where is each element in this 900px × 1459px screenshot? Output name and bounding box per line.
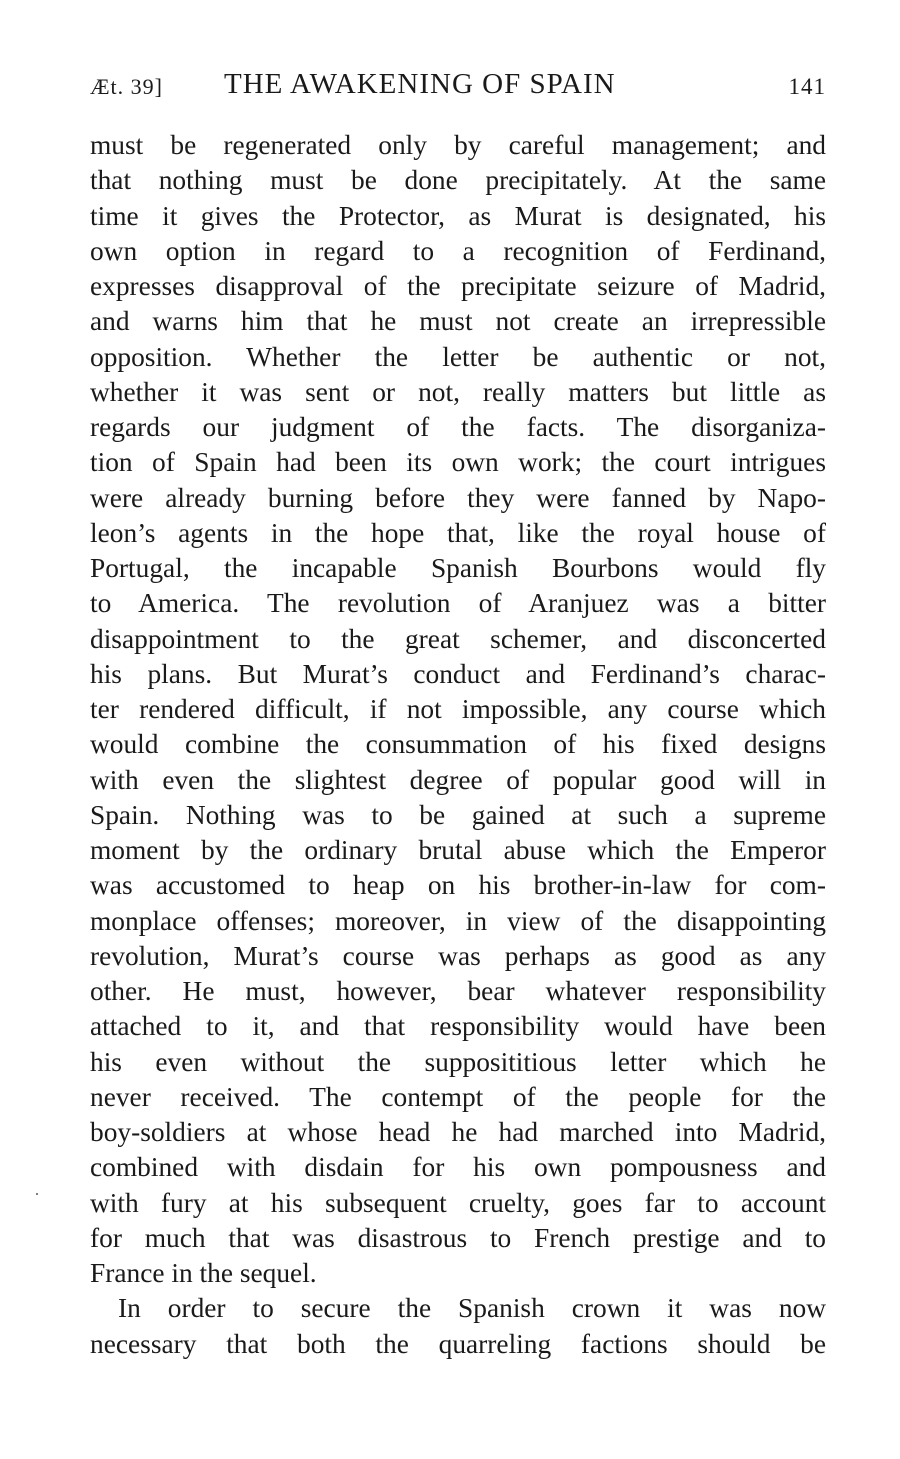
body-text (90, 128, 826, 1362)
text-line: Spain. Nothing was to be gained at such a supreme (90, 799, 826, 830)
text-line: France in the sequel. (90, 1258, 317, 1288)
text-line: In order to secure the Spanish crown it was now (118, 1293, 826, 1324)
text-line: would combine the consummation of his fixed designs (90, 729, 826, 760)
running-head (90, 60, 826, 110)
text-line: Portugal, the incapable Spanish Bourbons would fly (90, 553, 826, 583)
text-line: with fury at his subsequent cruelty, goes far to account (90, 1187, 826, 1218)
text-line: disappointment to the great schemer, and disconcerted (90, 623, 826, 654)
running-head-title: THE AWAKENING OF SPAIN (224, 68, 616, 100)
text-line: time it gives the Protector, as Murat is designated, his (90, 200, 826, 231)
page-number: 141 (788, 74, 826, 99)
running-head-age: Æt. 39] (90, 74, 163, 99)
text-line: own option in regard to a recognition of Ferdinand, (90, 235, 826, 266)
text-line: regards our judgment of the facts. The disorganiza- (90, 412, 826, 442)
text-line: that nothing must be done precipitately. At the same (90, 165, 826, 196)
text-line: whether it was sent or not, really matters but little as (90, 376, 826, 407)
text-line: ter rendered difficult, if not impossible, any course which (90, 694, 826, 724)
book-page (90, 60, 826, 110)
text-line: revolution, Murat’s course was perhaps as good as any (90, 940, 826, 971)
text-line: for much that was disastrous to French prestige and to (90, 1222, 826, 1253)
text-line: leon’s agents in the hope that, like the royal house of (90, 517, 826, 548)
text-line: never received. The contempt of the people for the (90, 1081, 826, 1112)
text-line: necessary that both the quarreling factions should be (90, 1328, 826, 1359)
text-line: must be regenerated only by careful management; and (90, 130, 826, 160)
text-line: moment by the ordinary brutal abuse which the Emperor (90, 835, 826, 865)
text-line: opposition. Whether the letter be authentic or not, (90, 341, 826, 372)
text-line: and warns him that he must not create an irrepressible (90, 306, 826, 337)
text-line: was accustomed to heap on his brother-in-law for com- (90, 870, 826, 901)
text-line: attached to it, and that responsibility would have been (90, 1011, 826, 1042)
text-line: boy-soldiers at whose head he had marched into Madrid, (90, 1117, 826, 1147)
text-line: his plans. But Murat’s conduct and Ferdinand’s charac- (90, 658, 826, 689)
text-line: tion of Spain had been its own work; the court intrigues (90, 447, 826, 478)
text-line: were already burning before they were fanned by Napo- (90, 482, 826, 513)
print-speck (36, 1193, 38, 1195)
text-line: other. He must, however, bear whatever responsibility (90, 976, 826, 1006)
text-line: with even the slightest degree of popular good will in (90, 764, 826, 795)
text-line: monplace offenses; moreover, in view of the disappointing (90, 905, 826, 936)
text-line: to America. The revolution of Aranjuez was a bitter (90, 588, 826, 619)
text-line: combined with disdain for his own pompousness and (90, 1152, 826, 1183)
text-line: expresses disapproval of the precipitate seizure of Madrid, (90, 271, 826, 301)
text-line: his even without the supposititious letter which he (90, 1046, 826, 1077)
